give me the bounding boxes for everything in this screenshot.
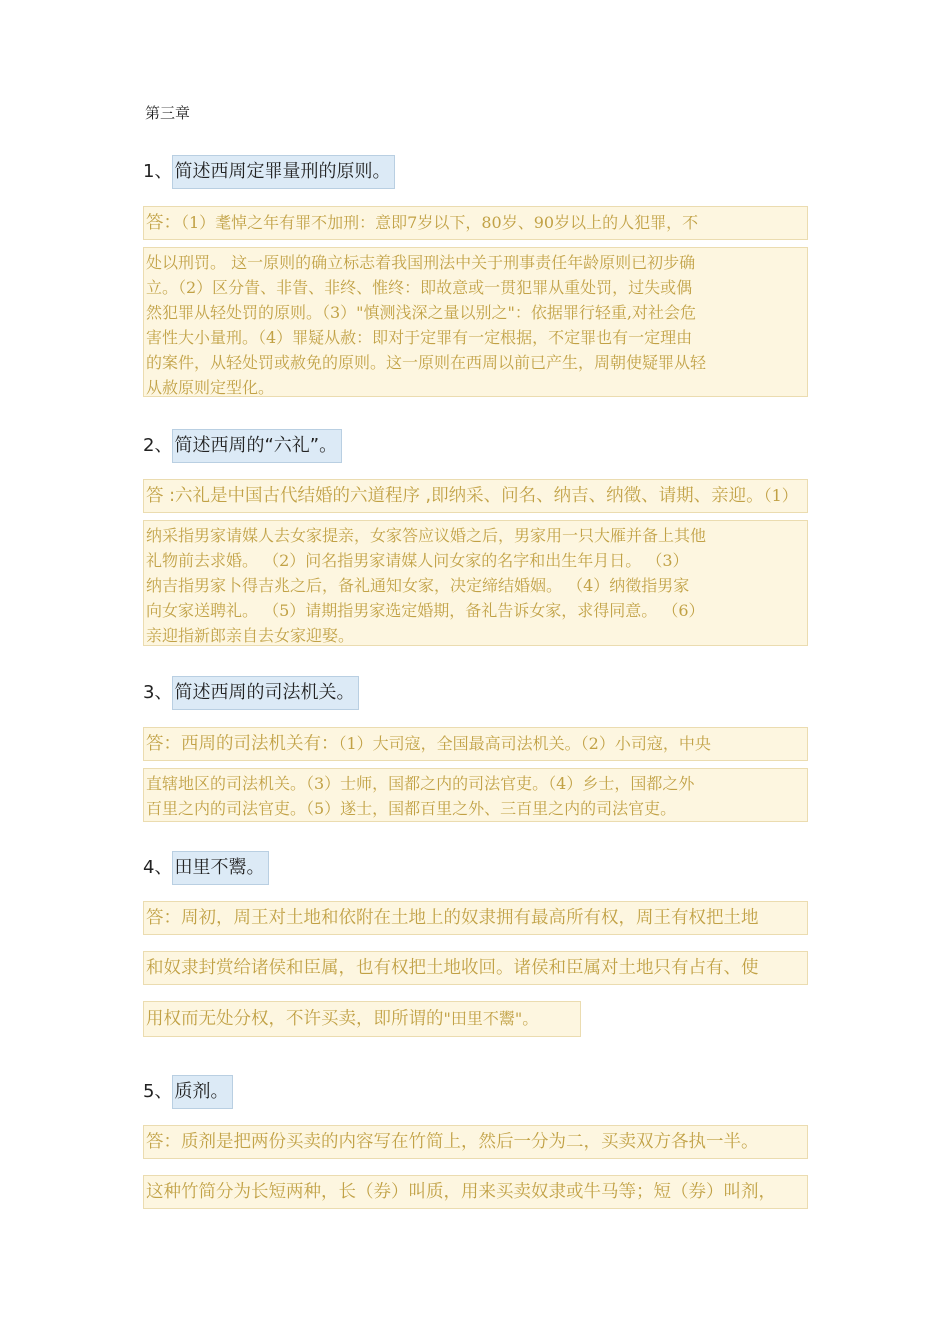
answer-line: 立。（2）区分眚、非眚、非终、惟终：即故意或一贯犯罪从重处罚，过失或偶 [146,278,693,297]
answer-text-tail: "田里不鬻"。 [443,1009,539,1028]
answer-line: 亲迎指新郎亲自去女家迎娶。 [146,626,355,645]
answer-label: 答： [146,213,181,233]
answer-line: 害性大小量刑。（4）罪疑从赦：即对于定罪有一定根据，不定罪也有一定理由 [146,328,693,347]
question-5 [143,1075,233,1109]
answer-line: 礼物前去求婚。 （2）问名指男家请媒人问女家的名字和出生年月日。 （3） [146,551,689,570]
answer-line: 直辖地区的司法机关。（3）士师，国都之内的司法官吏。（4）乡士，国都之外 [146,774,695,793]
answer-line: 然犯罪从轻处罚的原则。（3）"慎测浅深之量以别之"：依据罪行轻重,对社会危 [146,303,696,322]
answer-5-line-2: 这种竹简分为长短两种，长（券）叫质，用来买卖奴隶或牛马等；短（券）叫剂， [143,1175,808,1209]
question-title: 简述西周定罪量刑的原则。 [172,155,395,189]
answer-5-line-1: 答：质剂是把两份买卖的内容写在竹简上，然后一分为二，买卖双方各执一半。 [143,1125,808,1159]
question-4 [143,851,269,885]
answer-4-line-1: 答：周初，周王对土地和依附在土地上的奴隶拥有最高所有权，周王有权把土地 [143,901,808,935]
question-number: 5、 [143,1081,173,1102]
answer-3-first-line [143,727,808,761]
answer-text: （1）大司寇，全国最高司法机关。（2）小司寇，中央 [338,734,711,753]
answer-line: 百里之内的司法官吏。（5）遂士，国都百里之外、三百里之内的司法官吏。 [146,799,677,818]
question-3 [143,676,359,710]
answer-text: （1）耄悼之年有罪不加刑：意即7岁以下，80岁、90岁以上的人犯罪，不 [181,213,699,232]
answer-text: 答 :六礼是中国古代结婚的六道程序 ,即纳采、问名、纳吉、纳徵、请期、亲迎。 [146,486,764,506]
question-2 [143,429,342,463]
question-number: 2、 [143,435,173,456]
answer-line: 向女家送聘礼。 （5）请期指男家选定婚期，备礼告诉女家，求得同意。 （6） [146,601,705,620]
answer-2-first-line [143,479,808,513]
question-number: 3、 [143,682,173,703]
answer-3-body [143,768,808,822]
chapter-title: 第三章 [145,104,191,122]
question-title: 简述西周的“六礼”。 [172,429,342,463]
question-number: 1、 [143,161,173,182]
answer-2-body [143,520,808,646]
answer-1-body [143,247,808,397]
answer-4-line-3 [143,1001,581,1037]
question-title: 田里不鬻。 [172,851,269,885]
question-number: 4、 [143,857,173,878]
answer-text-tail: （1） [763,486,798,505]
answer-label: 答：西周的司法机关有： [146,734,339,754]
answer-1-first-line [143,206,808,240]
answer-line: 从赦原则定型化。 [146,378,275,397]
question-title: 简述西周的司法机关。 [172,676,359,710]
answer-4-line-2: 和奴隶封赏给诸侯和臣属，也有权把土地收回。诸侯和臣属对土地只有占有、使 [143,951,808,985]
question-title: 质剂。 [172,1075,233,1109]
answer-text: 用权而无处分权，不许买卖，即所谓的 [146,1009,444,1029]
answer-line: 纳采指男家请媒人去女家提亲，女家答应议婚之后，男家用一只大雁并备上其他 [146,526,707,545]
question-1 [143,155,395,189]
answer-line: 纳吉指男家卜得吉兆之后，备礼通知女家，决定缔结婚姻。 （4）纳徵指男家 [146,576,690,595]
answer-line: 的案件，从轻处罚或赦免的原则。这一原则在西周以前已产生，周朝使疑罪从轻 [146,353,707,372]
answer-line: 处以刑罚。 这一原则的确立标志着我国刑法中关于刑事责任年龄原则已初步确 [146,253,696,272]
